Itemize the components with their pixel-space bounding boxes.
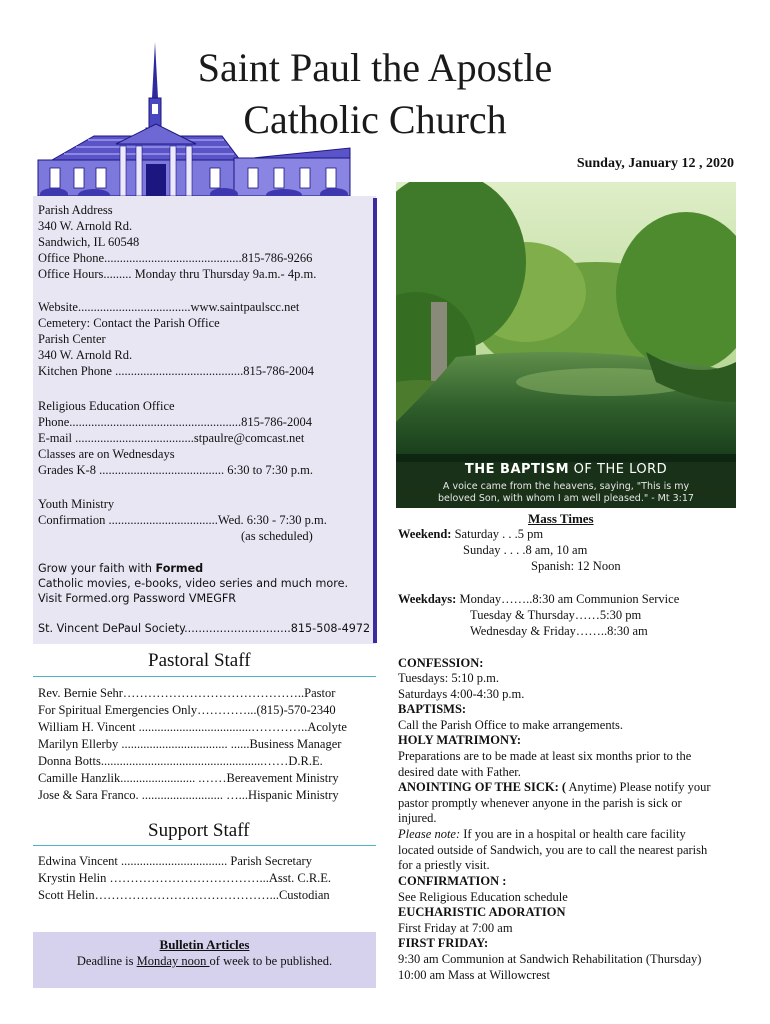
staff-row: Jose & Sara Franco. .......................... …...Hispanic Ministry bbox=[38, 788, 339, 802]
staff-row: Krystin Helin ………………………………...Asst. C.R.E. bbox=[38, 871, 332, 885]
note-line: located outside of Sandwich, you are to call the nearest parish bbox=[398, 843, 708, 857]
caption-rest: OF THE LORD bbox=[569, 462, 668, 477]
baptisms-heading: BAPTISMS: bbox=[398, 702, 467, 716]
divider bbox=[33, 845, 376, 846]
weekdays-monday-time: Monday……..8:30 am Communion Service bbox=[456, 592, 680, 606]
formed-brand: Formed bbox=[155, 562, 204, 575]
staff-row: Marilyn Ellerby .................................. ......Business Manager bbox=[38, 737, 342, 751]
svdp-phone: St. Vincent DePaul Society..............................815-508-4972 bbox=[38, 622, 371, 635]
weekdays-monday bbox=[398, 592, 679, 608]
website: Website....................................www.saintpaulscc.net bbox=[38, 300, 300, 314]
note-line bbox=[398, 827, 686, 843]
kitchen-phone: Kitchen Phone .........................................815-786-2004 bbox=[38, 364, 315, 378]
photo-quote-line2: beloved Son, with whom I am well pleased." - Mt 3:17 bbox=[438, 493, 694, 504]
matrimony-heading: HOLY MATRIMONY: bbox=[398, 733, 522, 747]
staff-row: Edwina Vincent .................................. Parish Secretary bbox=[38, 854, 312, 868]
staff-row: Camille Hanzlik........................ .……Bereavement Ministry bbox=[38, 771, 339, 785]
confirmation-schedule: Confirmation ...................................Wed. 6:30 - 7:30 p.m. bbox=[38, 513, 327, 527]
anointing-line bbox=[398, 780, 711, 796]
matrimony-line: Preparations are to be made at least six months prior to the bbox=[398, 749, 692, 763]
formed-line: Catholic movies, e-books, video series and much more. bbox=[38, 577, 349, 590]
formed-line bbox=[38, 561, 203, 576]
caption-bold: THE BAPTISM bbox=[464, 462, 570, 477]
confirmation-note: (as scheduled) bbox=[241, 529, 313, 543]
office-phone: Office Phone............................................815-786-9266 bbox=[38, 251, 313, 265]
parish-info-line: Parish Address bbox=[38, 203, 113, 217]
parish-info-panel bbox=[33, 196, 376, 644]
note-text: If you are in a hospital or health care facility bbox=[460, 827, 686, 841]
confirmation-heading: CONFIRMATION : bbox=[398, 874, 507, 888]
anointing-line: injured. bbox=[398, 811, 437, 825]
river-landscape bbox=[396, 182, 736, 508]
weekdays-tue-thu: Tuesday & Thursday……5:30 pm bbox=[470, 608, 642, 622]
note-line: for a priestly visit. bbox=[398, 858, 490, 872]
matrimony-line: desired date with Father. bbox=[398, 765, 521, 779]
youth-ministry-heading: Youth Ministry bbox=[38, 497, 115, 511]
deadline-pre: Deadline is bbox=[76, 954, 137, 968]
parish-info-line: Sandwich, IL 60548 bbox=[38, 235, 140, 249]
staff-row: Rev. Bernie Sehr……………………………………..Pastor bbox=[38, 686, 336, 700]
staff-row: Donna Botts....................................................……D.R.E. bbox=[38, 754, 323, 768]
office-hours: Office Hours......... Monday thru Thursday 9a.m.- 4p.m. bbox=[38, 267, 317, 281]
parish-info-line: 340 W. Arnold Rd. bbox=[38, 348, 133, 362]
weekdays-label: Weekdays: bbox=[398, 592, 457, 606]
panel-edge bbox=[373, 198, 377, 643]
weekend-saturday bbox=[398, 527, 543, 543]
first-friday-heading: FIRST FRIDAY: bbox=[398, 936, 489, 950]
deadline-post: of week to be published. bbox=[209, 954, 333, 968]
bulletin-articles-title: Bulletin Articles bbox=[159, 937, 250, 952]
staff-row: Scott Helin……………………………………...Custodian bbox=[38, 888, 330, 902]
anointing-line: pastor promptly whenever anyone in the parish is sick or bbox=[398, 796, 682, 810]
confession-heading: CONFESSION: bbox=[398, 656, 484, 670]
confession-line: Tuesdays: 5:10 p.m. bbox=[398, 671, 499, 685]
first-friday-line: 9:30 am Communion at Sandwich Rehabilitation (Thursday) bbox=[398, 952, 702, 966]
confession-line: Saturdays 4:00-4:30 p.m. bbox=[398, 687, 525, 701]
deadline-day: Monday noon bbox=[136, 954, 210, 968]
baptism-of-the-lord-image bbox=[396, 182, 736, 508]
bulletin-date: Sunday, January 12 , 2020 bbox=[576, 156, 734, 171]
note-label: Please note: bbox=[398, 827, 461, 841]
photo-quote-line1: A voice came from the heavens, saying, "This is my bbox=[442, 481, 690, 492]
parish-info-line: Cemetery: Contact the Parish Office bbox=[38, 316, 220, 330]
church-title-line1: Saint Paul the Apostle bbox=[197, 45, 553, 90]
divider bbox=[33, 676, 376, 677]
pastoral-staff-heading: Pastoral Staff bbox=[148, 650, 251, 671]
confirmation-line: See Religious Education schedule bbox=[398, 890, 568, 904]
photo-caption bbox=[396, 462, 736, 477]
adoration-line: First Friday at 7:00 am bbox=[398, 921, 513, 935]
bulletin-articles-box bbox=[33, 932, 376, 988]
bulletin-deadline bbox=[33, 954, 376, 969]
support-staff-heading: Support Staff bbox=[148, 820, 250, 841]
re-phone: Phone.......................................................815-786-2004 bbox=[38, 415, 312, 429]
parish-info-line: 340 W. Arnold Rd. bbox=[38, 219, 133, 233]
baptisms-line: Call the Parish Office to make arrangements. bbox=[398, 718, 624, 732]
parish-info-line: Parish Center bbox=[38, 332, 106, 346]
weekend-label: Weekend: bbox=[398, 527, 452, 541]
weekend-sunday: Sunday . . . .8 am, 10 am bbox=[463, 543, 588, 557]
church-title-line2: Catholic Church bbox=[243, 97, 507, 142]
parish-info-line: Classes are on Wednesdays bbox=[38, 447, 175, 461]
anointing-heading: ANOINTING OF THE SICK: ( bbox=[398, 780, 567, 794]
staff-row: For Spiritual Emergencies Only…………...(815)-570-2340 bbox=[38, 703, 336, 717]
parish-info-line: Religious Education Office bbox=[38, 399, 175, 413]
adoration-heading: EUCHARISTIC ADORATION bbox=[398, 905, 566, 919]
staff-row: William H. Vincent ....................................…………..Acolyte bbox=[38, 720, 347, 734]
re-email: E-mail ......................................stpaulre@comcast.net bbox=[38, 431, 305, 445]
formed-password: Visit Formed.org Password VMEGFR bbox=[38, 592, 237, 605]
formed-text: Grow your faith with bbox=[38, 562, 156, 575]
anointing-text: Anytime) Please notify your bbox=[566, 780, 711, 794]
weekend-spanish: Spanish: 12 Noon bbox=[531, 559, 621, 573]
weekend-sat-time: Saturday . . .5 pm bbox=[451, 527, 544, 541]
parish-info-line: Grades K-8 ........................................ 6:30 to 7:30 p.m. bbox=[38, 463, 313, 477]
weekdays-wed-fri: Wednesday & Friday……..8:30 am bbox=[470, 624, 648, 638]
first-friday-line: 10:00 am Mass at Willowcrest bbox=[398, 968, 551, 982]
mass-times-title: Mass Times bbox=[528, 511, 594, 526]
